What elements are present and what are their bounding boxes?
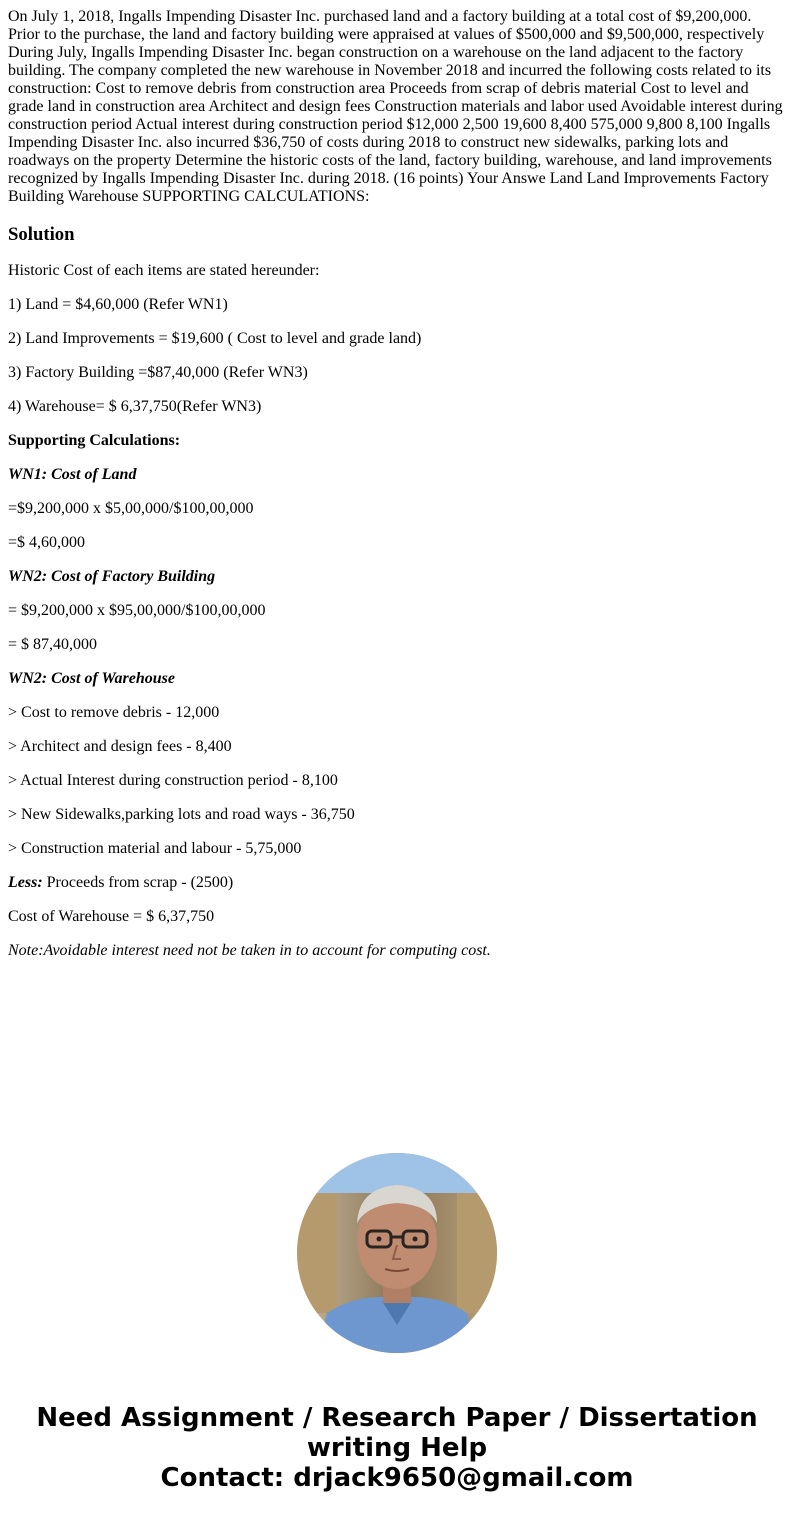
question-text: On July 1, 2018, Ingalls Impending Disaster Inc. purchased land and a factory building at a total cost of $9,200,000. Prior to the purchase, the land and factory building were appraised at values of $500,000 and $9,500,000, respectively During July, Ingalls Impending Disaster Inc. began construction on a warehouse on the land adjacent to the factory building. The company completed the new warehouse in November 2018 and incurred the following costs related to its construction: Cost to remove debris from construction area Proceeds from scrap of debris material Cost to level and grade land in construction area Architect and design fees Construction materials and labor used Avoidable interest during construction period Actual interest during construction period $12,000 2,500 19,600 8,400 575,000 9,800 8,100 Ingalls Impending Disaster Inc. also incurred $36,750 of costs during 2018 to construct new sidewalks, parking lots and roadways on the property Determine the historic costs of the land, factory building, warehouse, and land improvements recognized by Ingalls Impending Disaster Inc. during 2018. (16 points) Your Answe Land Land Improvements Factory Building Warehouse SUPPORTING CALCULATIONS:	[8, 8, 783, 205]
answer-item-factory-building: 3) Factory Building =$87,40,000 (Refer WN3)	[8, 364, 308, 381]
wn1-line: =$9,200,000 x $5,00,000/$100,00,000	[8, 500, 254, 517]
warehouse-cost-line: > Cost to remove debris - 12,000	[8, 704, 220, 721]
promo-line: writing Help	[306, 1433, 488, 1463]
less-label: Less:	[8, 874, 43, 891]
warehouse-cost-line: > Architect and design fees - 8,400	[8, 738, 232, 755]
portrait-photo	[297, 1153, 497, 1353]
wn2-line: = $9,200,000 x $95,00,000/$100,00,000	[8, 602, 266, 619]
wn1-title: WN1: Cost of Land	[8, 466, 137, 483]
wn1-line: =$ 4,60,000	[8, 534, 86, 551]
contact-email: Contact: drjack9650@gmail.com	[160, 1463, 634, 1493]
wn2-line: = $ 87,40,000	[8, 636, 98, 653]
warehouse-total: Cost of Warehouse = $ 6,37,750	[8, 908, 215, 925]
warehouse-less-line	[8, 874, 786, 892]
wn3-title: WN2: Cost of Warehouse	[8, 670, 175, 687]
warehouse-cost-line: > Construction material and labour - 5,75,000	[8, 840, 302, 857]
answer-item-land-improvements: 2) Land Improvements = $19,600 ( Cost to level and grade land)	[8, 330, 422, 347]
supporting-calculations-heading: Supporting Calculations:	[8, 432, 181, 449]
promo-banner	[0, 1403, 794, 1493]
author-avatar	[297, 1153, 497, 1353]
document-content	[8, 8, 786, 960]
note-text: Note:Avoidable interest need not be taken in to account for computing cost.	[8, 942, 491, 959]
answer-item-land: 1) Land = $4,60,000 (Refer WN1)	[8, 296, 228, 313]
warehouse-cost-line: > Actual Interest during construction period - 8,100	[8, 772, 338, 789]
wn2-title: WN2: Cost of Factory Building	[8, 568, 216, 585]
less-text: Proceeds from scrap - (2500)	[42, 874, 234, 891]
solution-intro: Historic Cost of each items are stated hereunder:	[8, 262, 320, 279]
solution-heading: Solution	[8, 224, 75, 245]
promo-line: Need Assignment / Research Paper / Dissertation	[36, 1403, 758, 1433]
answer-item-warehouse: 4) Warehouse= $ 6,37,750(Refer WN3)	[8, 398, 262, 415]
warehouse-cost-line: > New Sidewalks,parking lots and road ways - 36,750	[8, 806, 355, 823]
